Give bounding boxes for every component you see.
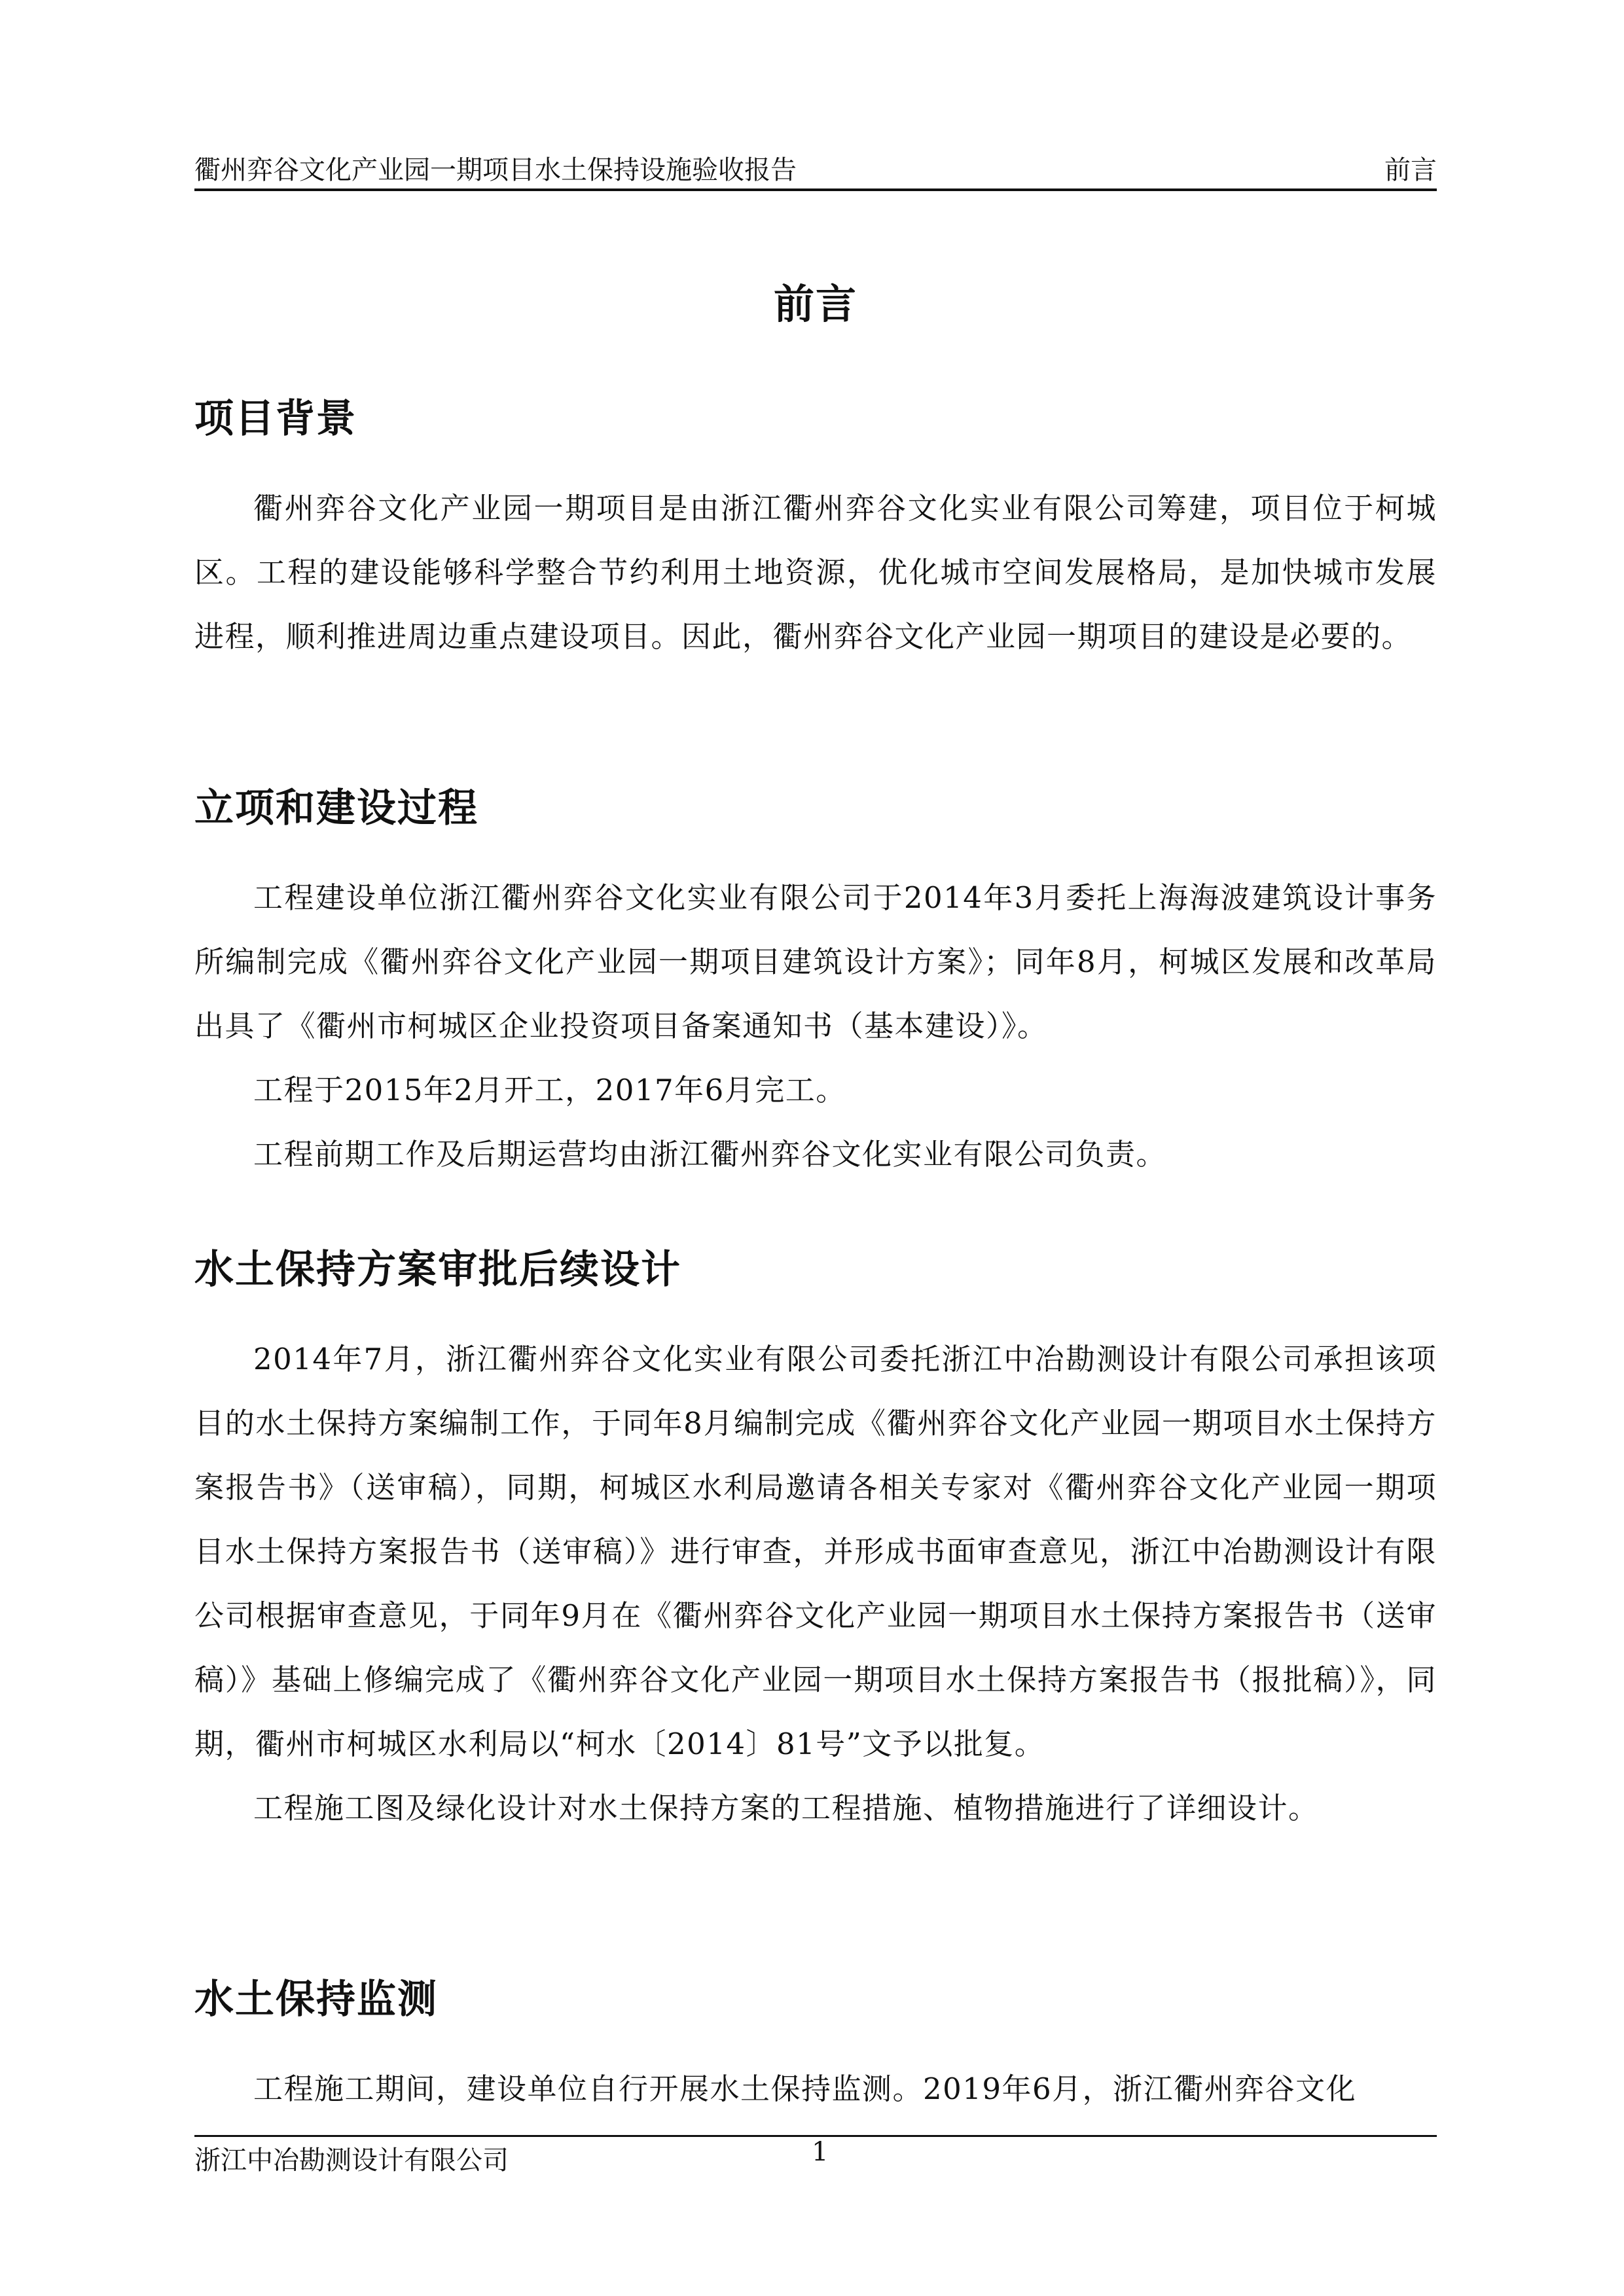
section-soil-conservation-plan-approval xyxy=(194,1244,1437,1840)
header-section-name: 前言 xyxy=(1384,155,1437,185)
paragraph: 工程施工期间，建设单位自行开展水土保持监测。2019年6月，浙江衢州弈谷文化 xyxy=(253,2072,1357,2106)
section-heading: 水土保持监测 xyxy=(194,1977,438,2022)
section-heading: 立项和建设过程 xyxy=(194,785,478,831)
page-header xyxy=(194,141,1437,187)
paragraph: 工程于2015年2月开工，2017年6月完工。 xyxy=(253,1073,846,1107)
header-document-title: 衢州弈谷文化产业园一期项目水土保持设施验收报告 xyxy=(194,155,797,185)
section-body xyxy=(194,2057,1437,2121)
footer-company-name: 浙江中冶勘测设计有限公司 xyxy=(194,2145,509,2176)
paragraph: 工程前期工作及后期运营均由浙江衢州弈谷文化实业有限公司负责。 xyxy=(253,1137,1167,1172)
section-heading: 水土保持方案审批后续设计 xyxy=(194,1247,681,1293)
paragraph: 2014年7月，浙江衢州弈谷文化实业有限公司委托浙江中冶勘测设计有限公司承担该项目的水土保持方案编制工作，于同年8月编制完成《衢州弈谷文化产业园一期项目水土保持方案报告书》（送审稿），同期，柯城区水利局邀请各相关专家对《衢州弈谷文化产业园一期项目水土保持方案报告书（送审稿）》进行审查，并形成书面审查意见，浙江中冶勘测设计有限公司根据审查意见，于同年9月在《衢州弈谷文化产业园一期项目水土保持方案报告书（送审稿）》基础上修编完成了《衢州弈谷文化产业园一期项目水土保持方案报告书（报批稿）》，同期，衢州市柯城区水利局以“柯水〔2014〕81号”文予以批复。 xyxy=(194,1342,1437,1761)
section-body xyxy=(194,1327,1437,1840)
paragraph: 工程施工图及绿化设计对水土保持方案的工程措施、植物措施进行了详细设计。 xyxy=(253,1791,1319,1825)
section-body xyxy=(194,476,1437,669)
section-approval-and-construction xyxy=(194,782,1437,1187)
section-body xyxy=(194,866,1437,1187)
paragraph: 衢州弈谷文化产业园一期项目是由浙江衢州弈谷文化实业有限公司筹建，项目位于柯城区。工程的建设能够科学整合节约利用土地资源，优化城市空间发展格局，是加快城市发展进程，顺利推进周边重点建设项目。因此，衢州弈谷文化产业园一期项目的建设是必要的。 xyxy=(194,491,1437,654)
section-project-background xyxy=(194,393,1437,669)
section-soil-conservation-monitoring xyxy=(194,1973,1437,2121)
page-number: 1 xyxy=(812,2137,829,2167)
section-heading: 项目背景 xyxy=(194,396,357,442)
header-divider xyxy=(194,188,1437,191)
page-title: 前言 xyxy=(773,280,857,328)
paragraph: 工程建设单位浙江衢州弈谷文化实业有限公司于2014年3月委托上海海波建筑设计事务所编制完成《衢州弈谷文化产业园一期项目建筑设计方案》；同年8月，柯城区发展和改革局出具了《衢州市柯城区企业投资项目备案通知书（基本建设）》。 xyxy=(194,880,1437,1043)
